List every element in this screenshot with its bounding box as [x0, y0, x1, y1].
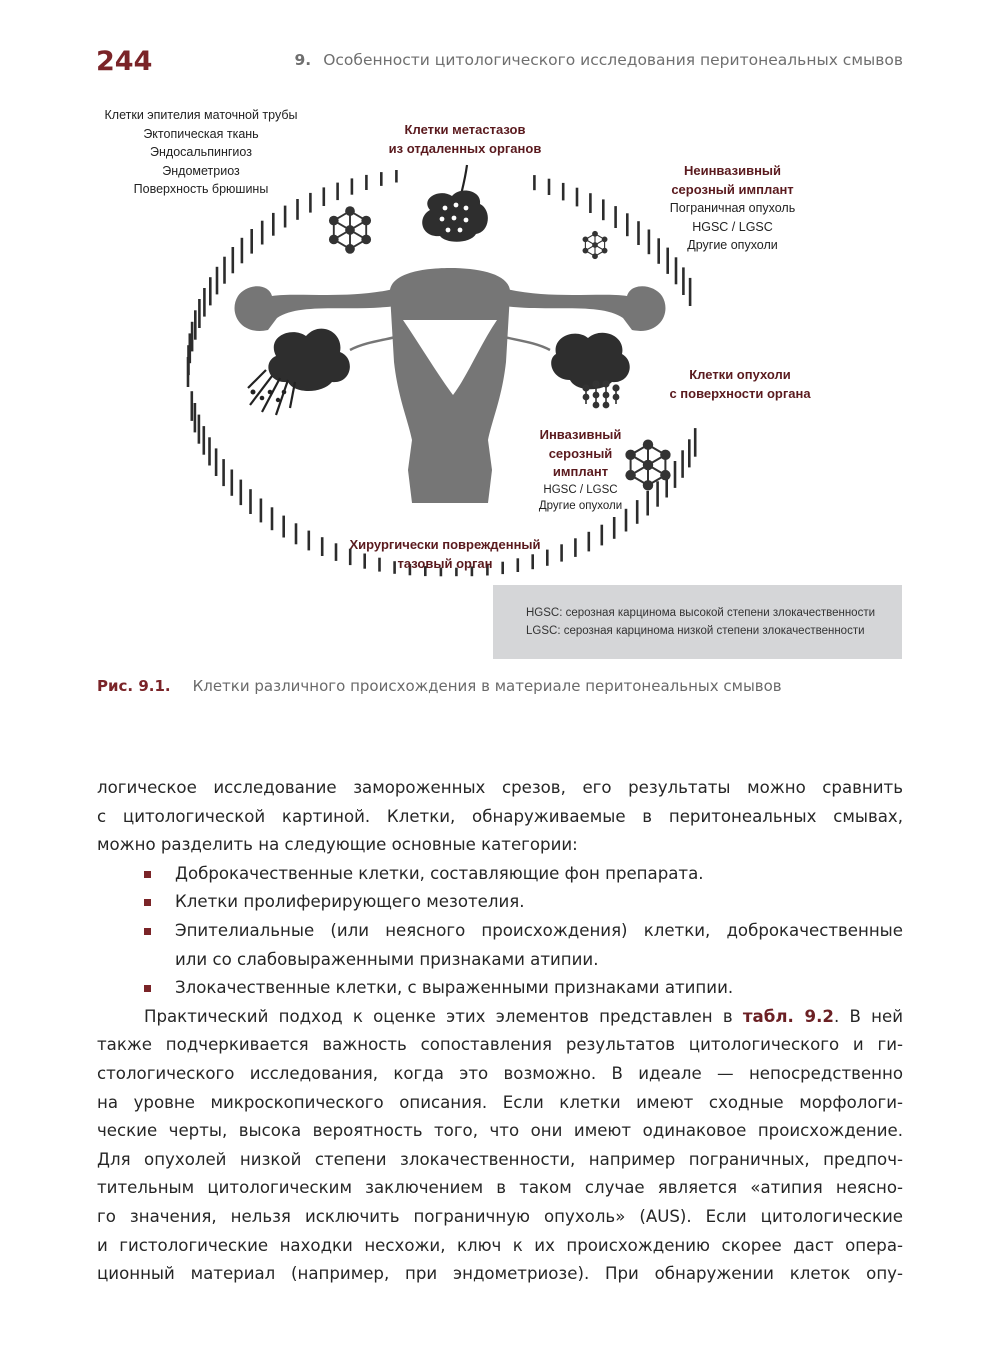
paragraph [97, 1003, 903, 1289]
list-item: Эпителиальные (или неясного происхождения) клетки, доброкачественные или со слабовыраженными признаками атипии. [97, 917, 903, 974]
table-reference: табл. 9.2 [742, 1006, 834, 1026]
ovary-tumor-left [268, 329, 350, 391]
text-line: го значения, нельзя исключить пограничную опухоль» (AUS). Если цитологические [97, 1206, 903, 1226]
source-item: Клетки эпителия маточной трубы [104, 108, 298, 122]
noninvasive-implant-label: Неинвазивный серозный имплант Пограничная опухоль HGSC / LGSC Другие опухоли [669, 163, 796, 252]
text-line: тительным цитологическим заключением в таком случае является «атипия неясно- [97, 1178, 903, 1198]
source-item: Эндометриоз [162, 163, 240, 178]
text-line: Для опухолей низкой степени злокачественности, например пограничных, предпоч- [97, 1149, 903, 1169]
ovary-tumor-right [551, 333, 630, 390]
text-line: и гистологические находки несхожи, ключ к их происхождению скорее даст опера- [97, 1235, 903, 1255]
list-item: Клетки пролиферирующего мезотелия. [97, 888, 903, 917]
chapter-title: Особенности цитологического исследования перитонеальных смывов [323, 51, 903, 69]
list-item: Доброкачественные клетки, составляющие фон препарата. [97, 860, 903, 889]
cell-cluster-icon [329, 206, 371, 254]
metastases-label: Клетки метастазов из отдаленных органов [388, 122, 542, 156]
cell-cluster-small-icon [583, 231, 608, 259]
text-line: стологического исследования, когда это возможно. В идеале — непосредственно [97, 1063, 903, 1083]
text-line: можно разделить на следующие основные категории: [97, 835, 578, 855]
page-number: 244 [96, 46, 153, 77]
legend-lgsc: LGSC: серозная карцинома низкой степени злокачественности [526, 625, 865, 637]
legend-hgsc: HGSC: серозная карцинома высокой степени злокачественности [526, 607, 876, 619]
text-line: также подчеркивается важность сопоставления результатов цитологического и ги- [97, 1035, 903, 1055]
caption-text: Клетки различного происхождения в материале перитонеальных смывов [192, 677, 782, 695]
figure-caption [97, 677, 782, 695]
text-line: ционный материал (например, при эндометриозе). При обнаружении клеток опу- [97, 1264, 903, 1284]
text-line: ческие черты, высока вероятность того, что они имеют одинаковое происхождение. [97, 1121, 903, 1141]
source-item: Поверхность брюшины [133, 182, 269, 196]
surface-cells-label: Клетки опухоли с поверхности органа [669, 367, 811, 401]
body-text [97, 774, 903, 1289]
abbreviation-legend [493, 585, 902, 659]
category-list [97, 860, 903, 1003]
text-line: на уровне микроскопического описания. Если клетки имеют сходные морфологи- [97, 1092, 903, 1112]
source-item: Эндосальпингиоз [150, 145, 252, 159]
text-line: логическое исследование замороженных срезов, его результаты можно сравнить [97, 778, 903, 797]
chapter-number: 9. [294, 51, 312, 69]
sources-left-label [86, 106, 316, 199]
source-item: Эктопическая ткань [143, 126, 259, 141]
surgical-organ-label: Хирургически поврежденный тазовый орган [349, 537, 541, 571]
invasive-implant-label: Инвазивный серозный имплант HGSC / LGSC Другие опухоли [538, 427, 623, 512]
text-line: с цитологической картиной. Клетки, обнаруживаемые в перитонеальных смывах, [97, 806, 903, 826]
list-item: Злокачественные клетки, с выраженными признаками атипии. [97, 974, 903, 1003]
caption-number: Рис. 9.1. [97, 677, 171, 695]
text-line: Практический подход к оценке этих элементов представлен в табл. 9.2. В ней [144, 1006, 903, 1026]
